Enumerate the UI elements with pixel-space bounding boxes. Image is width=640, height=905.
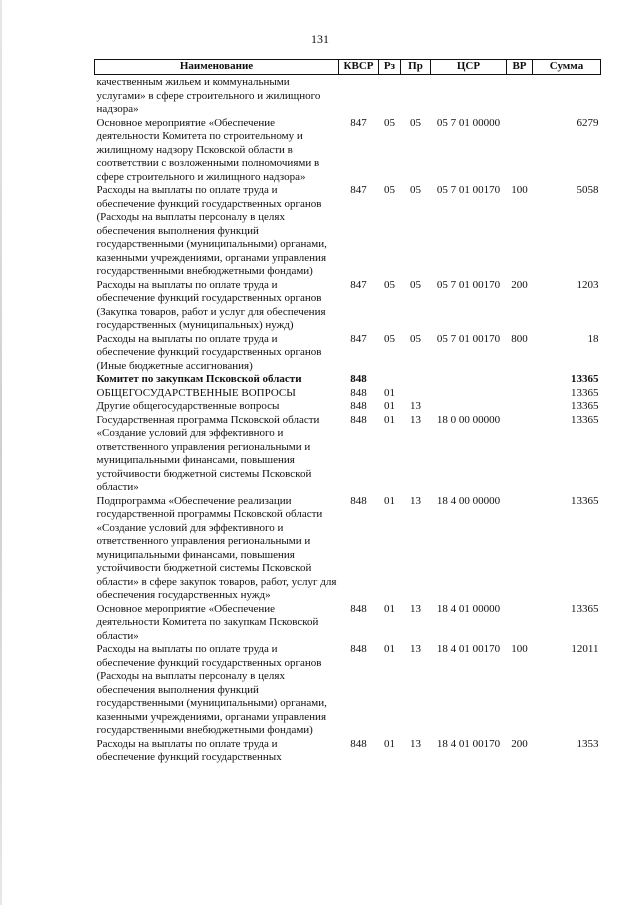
table-row bbox=[95, 603, 601, 644]
cell-vr bbox=[507, 117, 533, 185]
header-vr: ВР bbox=[507, 60, 533, 75]
cell-kvsr: 848 bbox=[350, 386, 367, 399]
header-csr: ЦСР bbox=[431, 60, 507, 75]
cell-csr: 18 4 01 00170 bbox=[436, 643, 501, 655]
cell-kvsr: 848 bbox=[350, 373, 367, 385]
cell-vr bbox=[507, 75, 533, 117]
cell-name: Основное мероприятие «Обеспечение деятельности Комитета по закупкам Псковской области» bbox=[96, 602, 319, 642]
header-pr: Пр bbox=[401, 60, 431, 75]
table-row bbox=[95, 414, 601, 495]
cell-kvsr: 848 bbox=[350, 413, 367, 426]
cell-sum bbox=[533, 75, 601, 117]
cell-rz bbox=[379, 75, 401, 117]
table-row bbox=[95, 373, 601, 387]
cell-pr bbox=[401, 387, 431, 401]
cell-name: Государственная программа Псковской области «Создание условий для эффективного и ответственного управления региональными и муниципальными финансами, повышения устойчивости бюджетной системы Псковской области» bbox=[96, 413, 320, 493]
cell-kvsr: 848 bbox=[350, 602, 367, 615]
cell-name: Расходы на выплаты по оплате труда и обеспечение функций государственных органов (Закупка товаров, работ и услуг для обеспечения государственных (муниципальных) нужд) bbox=[96, 278, 326, 331]
cell-pr: 13 bbox=[410, 413, 421, 426]
header-rz: Рз bbox=[379, 60, 401, 75]
cell-name: Подпрограмма «Обеспечение реализации государственной программы Псковской области «Создание условий для эффективного и ответственного управления региональными и муниципальными финансами, повышения устойчивости бюджетной системы Псковской области» в сфере закупок товаров, работ, услуг для обеспечения государственных нужд» bbox=[96, 494, 337, 601]
cell-vr: 200 bbox=[511, 278, 528, 291]
cell-kvsr: 847 bbox=[350, 184, 367, 196]
cell-vr: 200 bbox=[511, 737, 528, 750]
table-row bbox=[95, 738, 601, 765]
cell-vr bbox=[507, 400, 533, 414]
cell-sum: 18 bbox=[587, 332, 599, 345]
cell-sum: 6279 bbox=[576, 116, 599, 129]
cell-rz: 01 bbox=[384, 643, 395, 655]
cell-csr: 05 7 01 00170 bbox=[436, 278, 501, 291]
cell-csr: 05 7 01 00000 bbox=[436, 116, 501, 129]
cell-name: качественным жильем и коммунальными услугами» в сфере строительного и жилищного надзора» bbox=[95, 75, 339, 117]
header-name: Наименование bbox=[95, 60, 339, 75]
cell-vr: 100 bbox=[511, 184, 528, 196]
cell-vr bbox=[507, 373, 533, 387]
cell-kvsr: 847 bbox=[350, 278, 367, 291]
cell-pr bbox=[401, 373, 431, 387]
cell-pr: 13 bbox=[410, 602, 421, 615]
cell-rz: 01 bbox=[384, 413, 395, 426]
table-row bbox=[95, 400, 601, 414]
cell-sum: 12011 bbox=[571, 643, 599, 655]
cell-kvsr: 848 bbox=[350, 643, 367, 655]
cell-pr: 05 bbox=[410, 332, 421, 345]
table-row bbox=[95, 184, 601, 279]
cell-rz: 05 bbox=[384, 332, 395, 345]
cell-sum: 13365 bbox=[571, 602, 599, 615]
header-kvsr: КВСР bbox=[339, 60, 379, 75]
cell-csr: 18 4 01 00000 bbox=[436, 602, 501, 615]
cell-csr: 18 4 01 00170 bbox=[436, 737, 501, 750]
cell-sum: 13365 bbox=[571, 400, 599, 412]
cell-vr bbox=[507, 387, 533, 401]
cell-name: Расходы на выплаты по оплате труда и обеспечение функций государственных органов (Расходы на выплаты персоналу в целях обеспечения выполнения функций государственными (муниципальными) органами, казенными учреждениями, органами управления государственными внебюджетными фондами) bbox=[96, 643, 327, 736]
cell-csr: 05 7 01 00170 bbox=[436, 184, 501, 196]
table-row bbox=[95, 495, 601, 603]
cell-name: Основное мероприятие «Обеспечение деятельности Комитета по строительному и жилищному надзору Псковской области в соответствии с возложенными полномочиями в сфере строительного и жилищного надзора» bbox=[96, 116, 320, 183]
cell-pr: 05 bbox=[410, 278, 421, 291]
cell-rz: 01 bbox=[384, 386, 395, 399]
cell-sum: 1203 bbox=[576, 278, 599, 291]
cell-sum: 13365 bbox=[571, 373, 599, 385]
cell-csr: 18 4 00 00000 bbox=[436, 494, 501, 507]
cell-csr bbox=[431, 400, 507, 414]
cell-sum: 13365 bbox=[571, 494, 599, 507]
cell-pr bbox=[401, 75, 431, 117]
cell-rz: 05 bbox=[384, 278, 395, 291]
cell-sum: 1353 bbox=[576, 737, 599, 750]
cell-pr: 05 bbox=[410, 184, 421, 196]
cell-rz: 01 bbox=[384, 737, 395, 750]
cell-name: Расходы на выплаты по оплате труда и обеспечение функций государственных bbox=[96, 737, 282, 763]
cell-pr: 13 bbox=[410, 494, 421, 507]
cell-sum: 13365 bbox=[571, 413, 599, 426]
cell-name: Расходы на выплаты по оплате труда и обеспечение функций государственных органов (Расходы на выплаты персоналу в целях обеспечения выполнения функций государственными (муниципальными) органами, казенными учреждениями, органами управления государственными внебюджетными фондами) bbox=[96, 184, 327, 277]
budget-table bbox=[94, 59, 601, 765]
table-row bbox=[95, 75, 601, 117]
cell-sum: 5058 bbox=[576, 184, 599, 196]
cell-name: Комитет по закупкам Псковской области bbox=[96, 373, 302, 385]
table-row bbox=[95, 117, 601, 185]
table-row bbox=[95, 279, 601, 333]
cell-rz: 01 bbox=[384, 400, 395, 412]
cell-name: Другие общегосударственные вопросы bbox=[96, 400, 280, 412]
cell-name: ОБЩЕГОСУДАРСТВЕННЫЕ ВОПРОСЫ bbox=[96, 386, 296, 399]
cell-csr bbox=[431, 75, 507, 117]
cell-vr bbox=[507, 603, 533, 644]
cell-rz bbox=[379, 373, 401, 387]
cell-sum: 13365 bbox=[571, 386, 599, 399]
scan-edge bbox=[0, 0, 2, 905]
cell-kvsr: 848 bbox=[350, 737, 367, 750]
cell-vr: 100 bbox=[511, 643, 528, 655]
cell-rz: 05 bbox=[384, 116, 395, 129]
cell-vr: 800 bbox=[511, 332, 528, 345]
cell-pr: 13 bbox=[410, 400, 421, 412]
table-row bbox=[95, 333, 601, 374]
header-sum: Сумма bbox=[533, 60, 601, 75]
cell-pr: 05 bbox=[410, 116, 421, 129]
table-header-row bbox=[95, 60, 601, 75]
cell-kvsr: 847 bbox=[350, 116, 367, 129]
cell-name: Расходы на выплаты по оплате труда и обеспечение функций государственных органов (Иные бюджетные ассигнования) bbox=[96, 332, 322, 372]
cell-vr bbox=[507, 414, 533, 495]
cell-pr: 13 bbox=[410, 737, 421, 750]
cell-rz: 01 bbox=[384, 494, 395, 507]
cell-csr: 18 0 00 00000 bbox=[436, 413, 501, 426]
cell-kvsr bbox=[339, 75, 379, 117]
page-number: 131 bbox=[311, 32, 329, 46]
cell-rz: 05 bbox=[384, 184, 395, 196]
cell-kvsr: 848 bbox=[350, 494, 367, 507]
cell-pr: 13 bbox=[410, 643, 421, 655]
cell-vr bbox=[507, 495, 533, 603]
cell-csr bbox=[431, 373, 507, 387]
cell-kvsr: 847 bbox=[350, 332, 367, 345]
cell-rz: 01 bbox=[384, 602, 395, 615]
table-row bbox=[95, 643, 601, 738]
cell-csr bbox=[431, 387, 507, 401]
cell-csr: 05 7 01 00170 bbox=[436, 332, 501, 345]
table-row bbox=[95, 387, 601, 401]
table-body bbox=[95, 75, 601, 765]
cell-kvsr: 848 bbox=[350, 400, 367, 412]
